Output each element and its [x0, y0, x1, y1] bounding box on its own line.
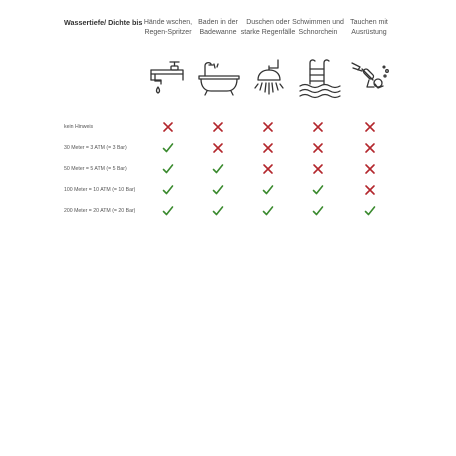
check-icon	[212, 163, 224, 175]
cross-icon	[364, 184, 376, 196]
column-header-diving: Tauchen mit Ausrüstung	[350, 19, 388, 36]
cross-icon	[262, 142, 274, 154]
row-label-20-atm: 200 Meter = 20 ATM (= 20 Bar)	[64, 208, 136, 214]
diver-icon	[347, 54, 393, 100]
cross-icon	[312, 163, 324, 175]
table-header-title: Wassertiefe/ Dichte bis	[64, 18, 143, 27]
check-icon	[162, 184, 174, 196]
faucet-icon	[145, 54, 191, 100]
column-header-shower: Duschen oder starke Regenfälle	[240, 19, 296, 36]
row-label-5-atm: 50 Meter = 5 ATM (= 5 Bar)	[64, 166, 127, 172]
row-label-no-rating: kein Hinweis	[64, 124, 94, 130]
pool-ladder-icon	[296, 54, 342, 100]
check-icon	[262, 205, 274, 217]
cross-icon	[364, 121, 376, 133]
check-icon	[162, 163, 174, 175]
cross-icon	[162, 121, 174, 133]
check-icon	[212, 184, 224, 196]
row-label-3-atm: 30 Meter = 3 ATM (= 3 Bar)	[64, 145, 127, 151]
cross-icon	[212, 142, 224, 154]
cross-icon	[212, 121, 224, 133]
check-icon	[364, 205, 376, 217]
cross-icon	[312, 121, 324, 133]
column-header-swimming: Schwimmen und Schnorchein	[292, 19, 344, 36]
check-icon	[312, 205, 324, 217]
column-header-hands: Hände wschen, Regen-Spritzer	[143, 19, 193, 36]
row-label-10-atm: 100 Meter = 10 ATM (= 10 Bar)	[64, 187, 136, 193]
check-icon	[262, 184, 274, 196]
column-header-bath: Baden in der Badewanne	[198, 19, 238, 36]
cross-icon	[364, 163, 376, 175]
shower-icon	[246, 54, 292, 100]
check-icon	[312, 184, 324, 196]
cross-icon	[262, 121, 274, 133]
cross-icon	[312, 142, 324, 154]
cross-icon	[262, 163, 274, 175]
check-icon	[162, 205, 174, 217]
cross-icon	[364, 142, 376, 154]
check-icon	[212, 205, 224, 217]
check-icon	[162, 142, 174, 154]
bathtub-icon	[196, 54, 242, 100]
